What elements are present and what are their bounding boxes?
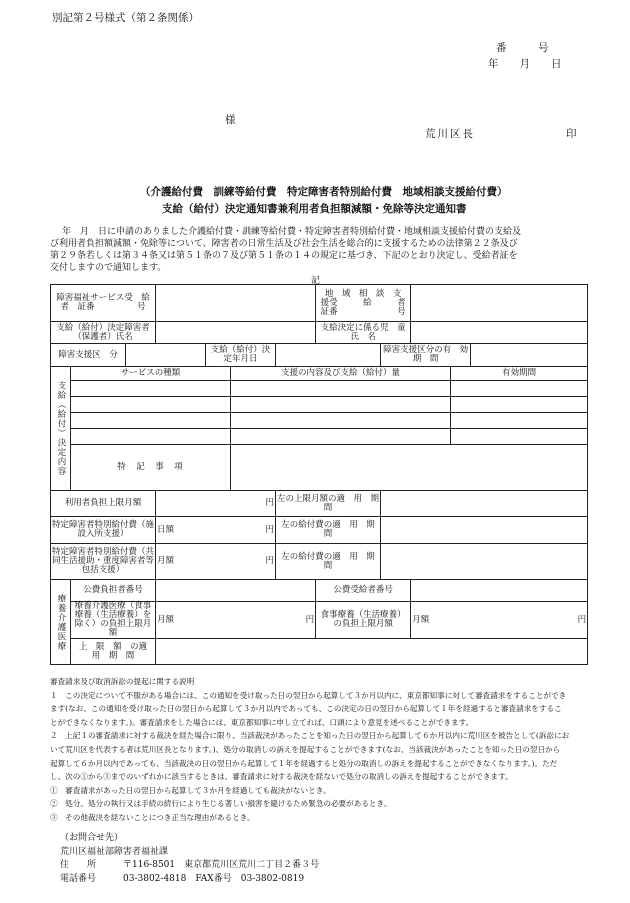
decision-form-table <box>50 284 588 665</box>
col-valid-period: 有効期間 <box>451 367 588 381</box>
note-line: し、次の①から③までのいずれかに該当するときは、審査請求に対する裁決を経ないで処分の取消しの訴えを提起することができます。 <box>50 772 513 782</box>
limit-apply-period-value <box>156 639 588 665</box>
meal-limit-label: 食事療養（生活療養）の負担上限月額 <box>316 602 411 639</box>
public-recipient-number <box>411 580 588 602</box>
ki-mark: 記 <box>311 276 321 286</box>
child-name-label: 支給決定に係る児 童 氏 名 <box>316 322 411 344</box>
daily-label: 日額 <box>157 524 175 535</box>
public-recipient-label: 公費受給者番号 <box>316 580 411 602</box>
ryoyo-limit-label: 療養介護医療（食事療養（生活療養）を除く）の負担上限月額 <box>71 602 156 639</box>
yen-label: 円 <box>265 524 275 535</box>
note-line: ③ その他裁決を経ないことにつき正当な理由があるとき。 <box>50 812 255 822</box>
notes-heading: 審査請求及び取消訴訟の提起に関する説明 <box>50 677 195 686</box>
contact-block <box>60 832 319 886</box>
support-category-label: 障害支援区 分 <box>51 344 126 367</box>
recipient-cert-number <box>156 285 316 322</box>
body-line-3: 第２９条若しくは第３４条又は第５１条の７及び第５１条の１４の規定に基づき、下記のとおり決定し、受給者証を <box>50 251 518 261</box>
public-payer-label: 公費負担者番号 <box>71 580 156 602</box>
public-payer-number <box>156 580 316 602</box>
decided-person-label: 支給（給付）決定障害者（保護者）氏名 <box>51 322 156 344</box>
body-line-4: 交付しますので通知します。 <box>50 263 167 273</box>
ryoyo-side-label: 療養介護医療 <box>51 580 71 665</box>
note-line: ２ 上記１の審査請求に対する裁決を経た場合に限り、当該裁決があったことを知った日の翌日から起算して６か月以内に荒川区を被告として(訴訟にお <box>50 731 570 741</box>
special-benefit1-label: 特定障害者特別給付費（施設入所支援） <box>51 517 156 544</box>
limit-period-label: 左の上限月額の適 用 期 間 <box>276 491 381 517</box>
support-category-value <box>126 344 206 367</box>
user-limit-label: 利用者負担上限月額 <box>51 491 156 517</box>
child-name <box>411 322 588 344</box>
recipient-cert-label: 障害福祉サービス受 給 者 証番 号 <box>51 285 156 322</box>
addressee-sama: 様 <box>225 114 236 126</box>
benefit1-period-value <box>381 517 588 544</box>
special-notes-label: 特 記 事 項 <box>71 445 231 491</box>
benefit1-period-label: 左の給付費の適 用 期 間 <box>276 517 381 544</box>
user-limit-yen: 円 <box>156 491 276 517</box>
note-line: ① 審査請求があった日の翌日から起算して３か月を経過しても裁決がないとき。 <box>50 785 331 795</box>
seal-mark: 印 <box>566 128 577 140</box>
benefit2-period-value <box>381 544 588 580</box>
special-benefit1-amount <box>156 517 276 544</box>
decided-person-name <box>156 322 316 344</box>
yen-label: 円 <box>305 614 315 625</box>
note-line: いて荒川区を代表する者は荒川区長となります。)、処分の取消しの訴えを提起することができます(なお、当該裁決があったことを知った日の翌日から <box>50 744 561 754</box>
ryoyo-limit-amount <box>156 602 316 639</box>
issuer-name: 荒川区長 <box>425 128 475 140</box>
monthly-label: 月額 <box>157 614 175 625</box>
col-service-type: サービスの種類 <box>71 367 231 381</box>
contact-label: （お問合せ先） <box>60 833 124 843</box>
date-label: 年 月 日 <box>488 58 562 70</box>
title-line1: （介護給付費 訓練等給付費 特定障害者特別給付費 地域相談支援給付費） <box>140 186 508 198</box>
limit-apply-period-label: 上 限 額 の適 用 期 間 <box>71 639 156 665</box>
form-id: 別記第２号様式（第２条関係） <box>52 12 199 24</box>
note-line: １ この決定について不服がある場合には、この通知を受け取った日の翌日から起算して３か月以内に、東京都知事に対して審査請求をすることができ <box>50 690 567 700</box>
decision-content-side-label: 支給（給付）決定内容 <box>51 367 71 491</box>
monthly-label: 月額 <box>412 614 430 625</box>
benefit2-period-label: 左の給付費の適 用 期 間 <box>276 544 381 580</box>
note-line: ② 処分、処分の執行又は手続の続行により生じる著しい損害を避けるため緊急の必要があるとき。 <box>50 799 392 809</box>
meal-limit-amount <box>411 602 588 639</box>
note-line: 起算して６か月以内であっても、当該裁決の日の翌日から起算して１年を経過すると処分の取消しの訴えを提起することができなくなります。)。ただ <box>50 758 558 768</box>
special-notes-value <box>231 445 588 491</box>
title-line2: 支給（給付）決定通知書兼利用者負担額減額・免除等決定通知書 <box>162 203 467 215</box>
contact-phone: 電話番号 03-3802-4818 FAX番号 03-3802-0819 <box>60 873 305 884</box>
number-label: 番 号 <box>496 42 549 54</box>
note-line: とができなくなります。)。審査請求をした場合には、東京都知事に申し立てれば、口頭により意見を述べることができます。 <box>50 717 474 727</box>
special-benefit2-label: 特定障害者特別給付費（共同生活援助・重度障害者等包括支援） <box>51 544 156 580</box>
appeal-notes <box>50 675 590 825</box>
contact-dept: 荒川区福祉部障害者福祉課 <box>60 846 169 857</box>
monthly-label: 月額 <box>157 556 175 566</box>
special-benefit2-amount <box>156 544 276 580</box>
limit-period-value <box>381 491 588 517</box>
decision-date-value <box>276 344 381 367</box>
consult-cert-label: 地 域 相 談 支 援受 給 者 証番 号 <box>316 285 411 322</box>
body-line-2: び利用者負担額減額・免除等について、障害者の日常生活及び社会生活を総合的に支援するための法律第２２条及び <box>50 239 518 249</box>
decision-date-label: 支給（給付）決定年月日 <box>206 344 276 367</box>
yen-label: 円 <box>265 556 275 566</box>
category-period-value <box>471 344 588 367</box>
col-support-content: 支援の内容及び支給（給付）量 <box>231 367 451 381</box>
contact-address: 住 所 〒116-8501 東京都荒川区荒川二丁目２番３号 <box>60 860 320 870</box>
category-period-label: 障害支援区分の有 効 期 間 <box>381 344 471 367</box>
consult-cert-number <box>411 285 588 322</box>
body-line-1: 年 月 日に申請のありました介護給付費・訓練等給付費・特定障害者特別給付費・地域相談支援給付費の支給及 <box>62 227 522 237</box>
note-line: ます(なお、この通知を受け取った日の翌日から起算して３か月以内であっても、この決定の日の翌日から起算して１年を経過すると審査請求をするこ <box>50 704 562 714</box>
yen-label: 円 <box>577 614 587 625</box>
